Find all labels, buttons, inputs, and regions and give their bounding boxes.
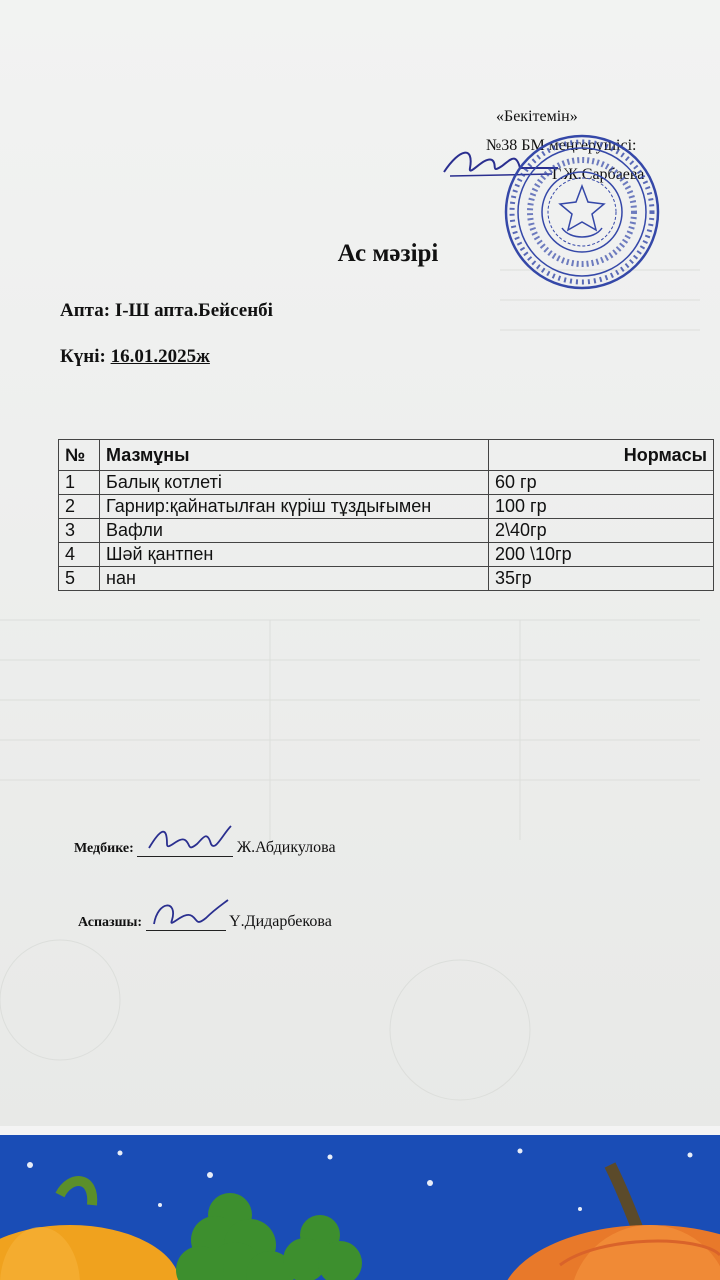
row-number: 4 [59, 543, 100, 567]
col-header-norm: Нормасы [489, 440, 714, 471]
row-dish: Гарнир:қайнатылған күріш тұздығымен [100, 495, 489, 519]
row-dish: Балық котлеті [100, 471, 489, 495]
decorative-poster [0, 1135, 720, 1280]
row-number: 1 [59, 471, 100, 495]
cook-signature [146, 912, 226, 931]
row-dish: Шәй қантпен [100, 543, 489, 567]
approval-position: №38 БМ меңгерушісі: [486, 137, 637, 154]
col-header-content: Мазмұны [100, 440, 489, 471]
table-row [59, 519, 714, 543]
pumpkin-illustration [0, 1135, 720, 1280]
cook-name: Ү.Дидарбекова [229, 913, 332, 930]
row-norm: 100 гр [489, 495, 714, 519]
col-header-number: № [59, 440, 100, 471]
nurse-label: Медбике: [74, 841, 134, 856]
cook-label: Аспазшы: [78, 915, 143, 930]
date-value: 16.01.2025ж [110, 346, 210, 367]
table-row [59, 543, 714, 567]
nurse-signature-line [74, 838, 336, 857]
week-label: Апта: [60, 300, 111, 321]
page-title: Ас мәзірі [337, 240, 439, 267]
approval-name: Г.Ж.Сарбаева [552, 166, 645, 183]
row-number: 2 [59, 495, 100, 519]
row-number: 3 [59, 519, 100, 543]
nurse-name: Ж.Абдикулова [236, 839, 336, 856]
row-number: 5 [59, 567, 100, 591]
table-header-row [59, 440, 714, 471]
nurse-signature [137, 838, 233, 857]
row-norm: 2\40гр [489, 519, 714, 543]
row-dish: Вафли [100, 519, 489, 543]
week-line [60, 300, 273, 322]
row-dish: нан [100, 567, 489, 591]
table-row [59, 495, 714, 519]
row-norm: 60 гр [489, 471, 714, 495]
official-stamp [500, 132, 664, 292]
week-value: I-Ш апта.Бейсенбі [114, 300, 273, 321]
row-norm: 35гр [489, 567, 714, 591]
row-norm: 200 \10гр [489, 543, 714, 567]
date-label: Күні: [60, 346, 106, 367]
date-line [60, 346, 210, 368]
cook-signature-line [78, 912, 332, 931]
table-row [59, 567, 714, 591]
menu-table [58, 439, 714, 591]
approval-title: «Бекітемін» [496, 108, 578, 125]
table-row [59, 471, 714, 495]
